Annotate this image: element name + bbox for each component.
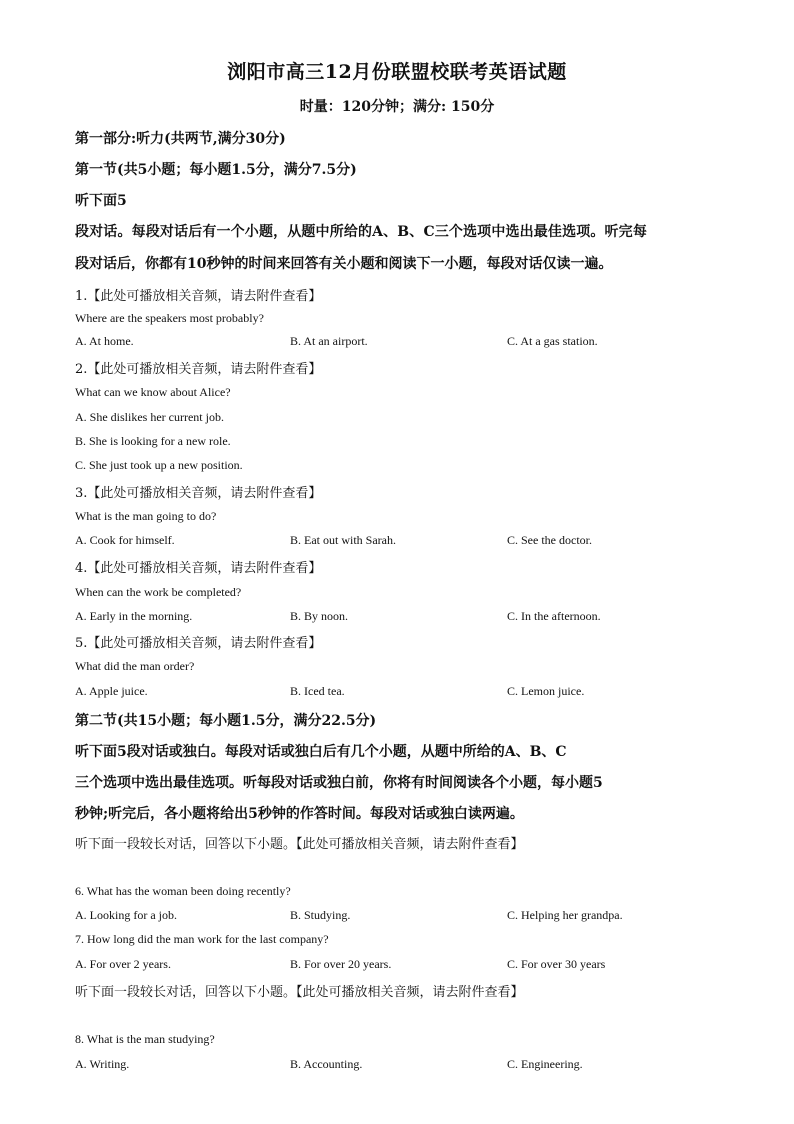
option-c-q1: C. At a gas station. xyxy=(507,334,598,348)
section2-instruction-line2: 三个选项中选出最佳选项。听每段对话或独白前，你将有时间阅读各个小题，每小题5 xyxy=(75,775,603,791)
section1-instruction-line3: 段对话后，你都有10秒钟的时间来回答有关小题和阅读下一小题，每段对话仅读一遍。 xyxy=(75,256,613,272)
option-a-q6: A. Looking for a job. xyxy=(75,908,177,922)
option-c-q2: C. She just took up a new position. xyxy=(75,458,243,472)
section2-heading: 第二节(共15小题；每小题1.5分，满分22.5分) xyxy=(75,713,377,729)
audio-placeholder-q2[interactable]: 2.【此处可播放相关音频，请去附件查看】 xyxy=(75,362,322,377)
option-c-q8: C. Engineering. xyxy=(507,1057,583,1071)
section1-heading: 第一节(共5小题；每小题1.5分，满分7.5分) xyxy=(75,162,357,178)
option-c-q5: C. Lemon juice. xyxy=(507,684,585,698)
question-stem-q3: What is the man going to do? xyxy=(75,509,217,523)
listen-long-dialogue-2[interactable]: 听下面一段较长对话，回答以下小题。【此处可播放相关音频，请去附件查看】 xyxy=(75,985,524,1000)
option-c-q6: C. Helping her grandpa. xyxy=(507,908,623,922)
question-stem-q8: 8. What is the man studying? xyxy=(75,1032,215,1046)
exam-time-score: 时量：120分钟；满分: 150分 xyxy=(299,99,495,115)
audio-placeholder-q4[interactable]: 4.【此处可播放相关音频，请去附件查看】 xyxy=(75,561,322,576)
option-b-q1: B. At an airport. xyxy=(290,334,368,348)
page-title: 浏阳市高三12月份联盟校联考英语试题 xyxy=(227,61,567,83)
listen-long-dialogue-1[interactable]: 听下面一段较长对话，回答以下小题。【此处可播放相关音频，请去附件查看】 xyxy=(75,837,524,852)
option-a-q1: A. At home. xyxy=(75,334,134,348)
option-b-q5: B. Iced tea. xyxy=(290,684,345,698)
option-a-q3: A. Cook for himself. xyxy=(75,533,175,547)
option-b-q8: B. Accounting. xyxy=(290,1057,363,1071)
option-a-q2: A. She dislikes her current job. xyxy=(75,410,224,424)
option-c-q7: C. For over 30 years xyxy=(507,957,606,971)
question-stem-q6: 6. What has the woman been doing recently? xyxy=(75,884,291,898)
section2-instruction-line1: 听下面5段对话或独白。每段对话或独白后有几个小题，从题中所给的A、B、C xyxy=(75,744,567,760)
question-stem-q7: 7. How long did the man work for the last company? xyxy=(75,932,329,946)
part1-heading: 第一部分:听力(共两节,满分30分) xyxy=(75,131,286,147)
option-b-q7: B. For over 20 years. xyxy=(290,957,392,971)
question-stem-q2: What can we know about Alice? xyxy=(75,385,231,399)
section2-instruction-line3: 秒钟;听完后，各小题将给出5秒钟的作答时间。每段对话或独白读两遍。 xyxy=(75,806,524,822)
question-stem-q5: What did the man order? xyxy=(75,659,195,673)
audio-placeholder-q3[interactable]: 3.【此处可播放相关音频，请去附件查看】 xyxy=(75,486,322,501)
section1-instruction-line2: 段对话。每段对话后有一个小题，从题中所给的A、B、C三个选项中选出最佳选项。听完每 xyxy=(75,224,647,240)
audio-placeholder-q1[interactable]: 1.【此处可播放相关音频，请去附件查看】 xyxy=(75,289,322,304)
question-stem-q4: When can the work be completed? xyxy=(75,585,242,599)
option-b-q4: B. By noon. xyxy=(290,609,349,623)
option-a-q8: A. Writing. xyxy=(75,1057,130,1071)
question-stem-q1: Where are the speakers most probably? xyxy=(75,311,264,325)
option-a-q7: A. For over 2 years. xyxy=(75,957,171,971)
option-c-q3: C. See the doctor. xyxy=(507,533,592,547)
option-a-q5: A. Apple juice. xyxy=(75,684,148,698)
audio-placeholder-q5[interactable]: 5.【此处可播放相关音频，请去附件查看】 xyxy=(75,636,322,651)
option-c-q4: C. In the afternoon. xyxy=(507,609,601,623)
option-b-q2: B. She is looking for a new role. xyxy=(75,434,231,448)
option-b-q6: B. Studying. xyxy=(290,908,351,922)
option-b-q3: B. Eat out with Sarah. xyxy=(290,533,396,547)
option-a-q4: A. Early in the morning. xyxy=(75,609,193,623)
section1-instruction-line1: 听下面5 xyxy=(75,193,127,209)
